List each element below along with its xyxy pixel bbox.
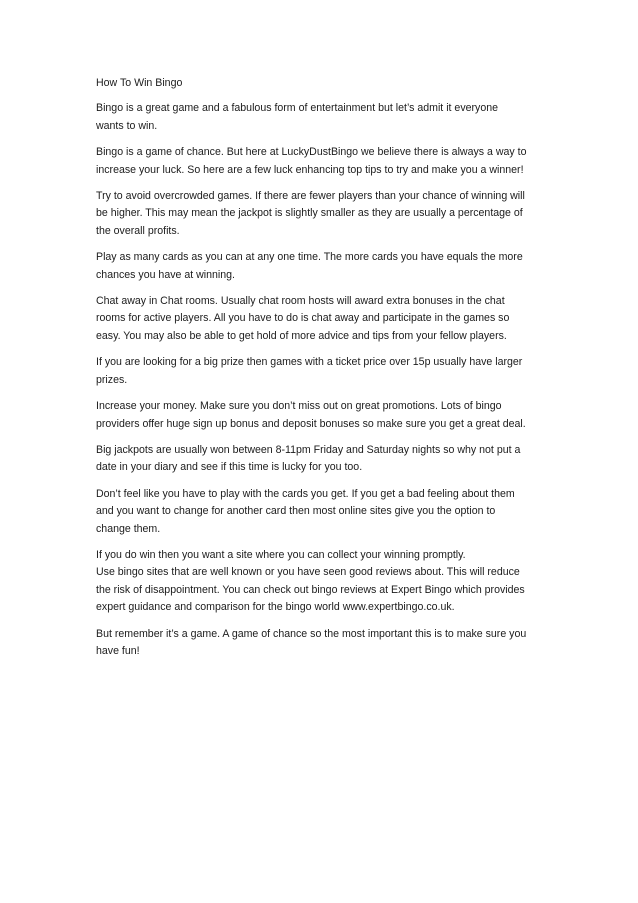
paragraph-line: increase your luck. So here are a few luck enhancing top tips to try and make you a winner!	[96, 163, 524, 176]
paragraph	[96, 100, 548, 135]
paragraph	[96, 354, 548, 389]
paragraph	[96, 249, 548, 284]
paragraph-line: Increase your money. Make sure you don’t miss out on great promotions. Lots of bingo	[96, 400, 502, 413]
paragraph	[96, 442, 548, 477]
paragraph-line: But remember it’s a game. A game of chance so the most important this is to make sure you	[96, 627, 527, 640]
paragraph	[96, 293, 548, 345]
paragraph-list	[96, 100, 548, 660]
paragraph-line: rooms for active players. All you have to do is chat away and participate in the games so	[96, 312, 510, 325]
paragraph-line: the overall profits.	[96, 224, 180, 237]
paragraph-line: providers offer huge sign up bonus and deposit bonuses so make sure you get a great deal.	[96, 417, 526, 430]
paragraph-line: date in your diary and see if this time is lucky for you too.	[96, 461, 363, 474]
paragraph-line: be higher. This may mean the jackpot is slightly smaller as they are usually a percentage of	[96, 207, 523, 220]
paragraph-line: If you are looking for a big prize then games with a ticket price over 15p usually have larger	[96, 356, 523, 369]
paragraph-line: prizes.	[96, 373, 128, 386]
paragraph-line: Chat away in Chat rooms. Usually chat room hosts will award extra bonuses in the chat	[96, 295, 505, 308]
paragraph	[96, 144, 548, 179]
paragraph-line: change them.	[96, 522, 161, 535]
paragraph	[96, 547, 548, 617]
document-title: How To Win Bingo	[96, 77, 183, 89]
paragraph-line: Bingo is a game of chance. But here at LuckyDustBingo we believe there is always a way to	[96, 146, 527, 159]
paragraph	[96, 486, 548, 538]
paragraph-line: Bingo is a great game and a fabulous form of entertainment but let’s admit it everyone	[96, 102, 499, 115]
paragraph-line: If you do win then you want a site where you can collect your winning promptly.	[96, 548, 466, 561]
paragraph-line: Big jackpots are usually won between 8-11pm Friday and Saturday nights so why not put a	[96, 443, 521, 456]
paragraph-line: and you want to change for another card then most online sites give you the option to	[96, 505, 496, 518]
paragraph-line: chances you have at winning.	[96, 268, 235, 281]
paragraph	[96, 398, 548, 433]
paragraph-line: Don’t feel like you have to play with the cards you get. If you get a bad feeling about them	[96, 487, 515, 500]
paragraph-line: have fun!	[96, 644, 140, 657]
paragraph-line: easy. You may also be able to get hold of more advice and tips from your fellow players.	[96, 329, 507, 342]
paragraph	[96, 626, 548, 661]
paragraph-line: Try to avoid overcrowded games. If there are fewer players than your chance of winning will	[96, 190, 525, 203]
paragraph-line: the risk of disappointment. You can check out bingo reviews at Expert Bingo which provides	[96, 583, 525, 596]
paragraph	[96, 188, 548, 240]
paragraph-line: Play as many cards as you can at any one time. The more cards you have equals the more	[96, 251, 523, 264]
paragraph-line: expert guidance and comparison for the bingo world www.expertbingo.co.uk.	[96, 601, 455, 614]
document-body	[96, 75, 548, 669]
paragraph-line: Use bingo sites that are well known or you have seen good reviews about. This will reduce	[96, 566, 520, 579]
paragraph-line: wants to win.	[96, 119, 158, 132]
